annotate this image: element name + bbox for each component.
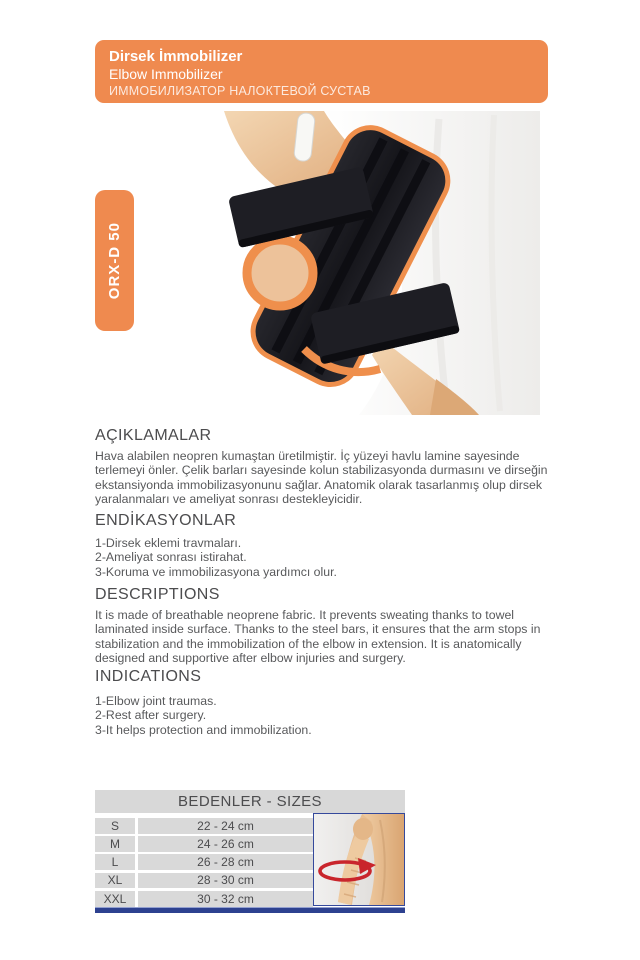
- size-table-rows: [95, 813, 313, 907]
- product-title-banner: [95, 40, 548, 103]
- size-label: S: [95, 818, 135, 834]
- section-heading-endikasyonlar: ENDİKASYONLAR: [95, 512, 237, 529]
- arm-circumference-measure-icon: [314, 814, 404, 905]
- size-table-body: [95, 813, 405, 907]
- product-title-turkish: Dirsek İmmobilizer: [109, 48, 243, 65]
- section-body-aciklamalar: Hava alabilen neopren kumaştan üretilmiştir. İç yüzeyi havlu lamine sayesinde terlemeyi önler. Çelik barları sayesinde kolun stabilizasyonda durmasını ve dirseğin ekstansiyonda immobilizasyonunu sağlar. Anatomik olarak tasarlanmış olup dirsek yaralanmaları ve ameliyat sonrası destekleyicidir.: [95, 449, 548, 507]
- size-range: 24 - 26 cm: [138, 836, 313, 852]
- section-heading-descriptions: DESCRIPTIONS: [95, 586, 220, 603]
- list-item: 2-Rest after surgery.: [95, 708, 207, 723]
- size-range: 28 - 30 cm: [138, 873, 313, 889]
- product-title-russian: ИММОБИЛИЗАТОР НАЛОКТЕВОЙ СУСТАВ: [109, 84, 371, 98]
- list-item: 1-Elbow joint traumas.: [95, 694, 217, 708]
- table-row: [95, 873, 313, 889]
- list-item: 1-Dirsek eklemi travmaları.: [95, 536, 242, 550]
- section-list-indications: [95, 694, 312, 737]
- table-bottom-rule: [95, 907, 405, 913]
- product-code-label: ORX-D 50: [106, 221, 123, 300]
- list-item: 2-Ameliyat sonrası istirahat.: [95, 550, 247, 565]
- list-item: 3-It helps protection and immobilization.: [95, 722, 312, 737]
- table-row: [95, 818, 313, 834]
- section-list-endikasyonlar: [95, 536, 337, 579]
- section-heading-indications: INDICATIONS: [95, 668, 202, 685]
- product-code-tab: [95, 190, 134, 331]
- size-label: XL: [95, 873, 135, 889]
- size-label: XXL: [95, 891, 135, 907]
- size-table: [95, 790, 405, 913]
- section-heading-aciklamalar: AÇIKLAMALAR: [95, 427, 212, 444]
- size-table-title: BEDENLER - SIZES: [95, 790, 405, 813]
- table-row: [95, 836, 313, 852]
- list-item: 3-Koruma ve immobilizasyona yardımcı olur.: [95, 564, 337, 579]
- elbow-immobilizer-photo-illustration: [184, 111, 540, 415]
- table-row: [95, 854, 313, 870]
- product-photo: [184, 111, 540, 415]
- size-range: 26 - 28 cm: [138, 854, 313, 870]
- size-label: L: [95, 854, 135, 870]
- product-title-english: Elbow Immobilizer: [109, 66, 223, 82]
- section-body-descriptions: It is made of breathable neoprene fabric. It prevents sweating thanks to towel laminated inside surface. Thanks to the steel bars, it ensures that the arm stops in stabilization and the immobilization of the elbow in extension. It is anatomically designed and supportive after elbow injuries and surgery.: [95, 608, 541, 666]
- size-range: 30 - 32 cm: [138, 891, 313, 907]
- size-label: M: [95, 836, 135, 852]
- arm-measure-image: [313, 813, 405, 906]
- table-row: [95, 891, 313, 907]
- size-range: 22 - 24 cm: [138, 818, 313, 834]
